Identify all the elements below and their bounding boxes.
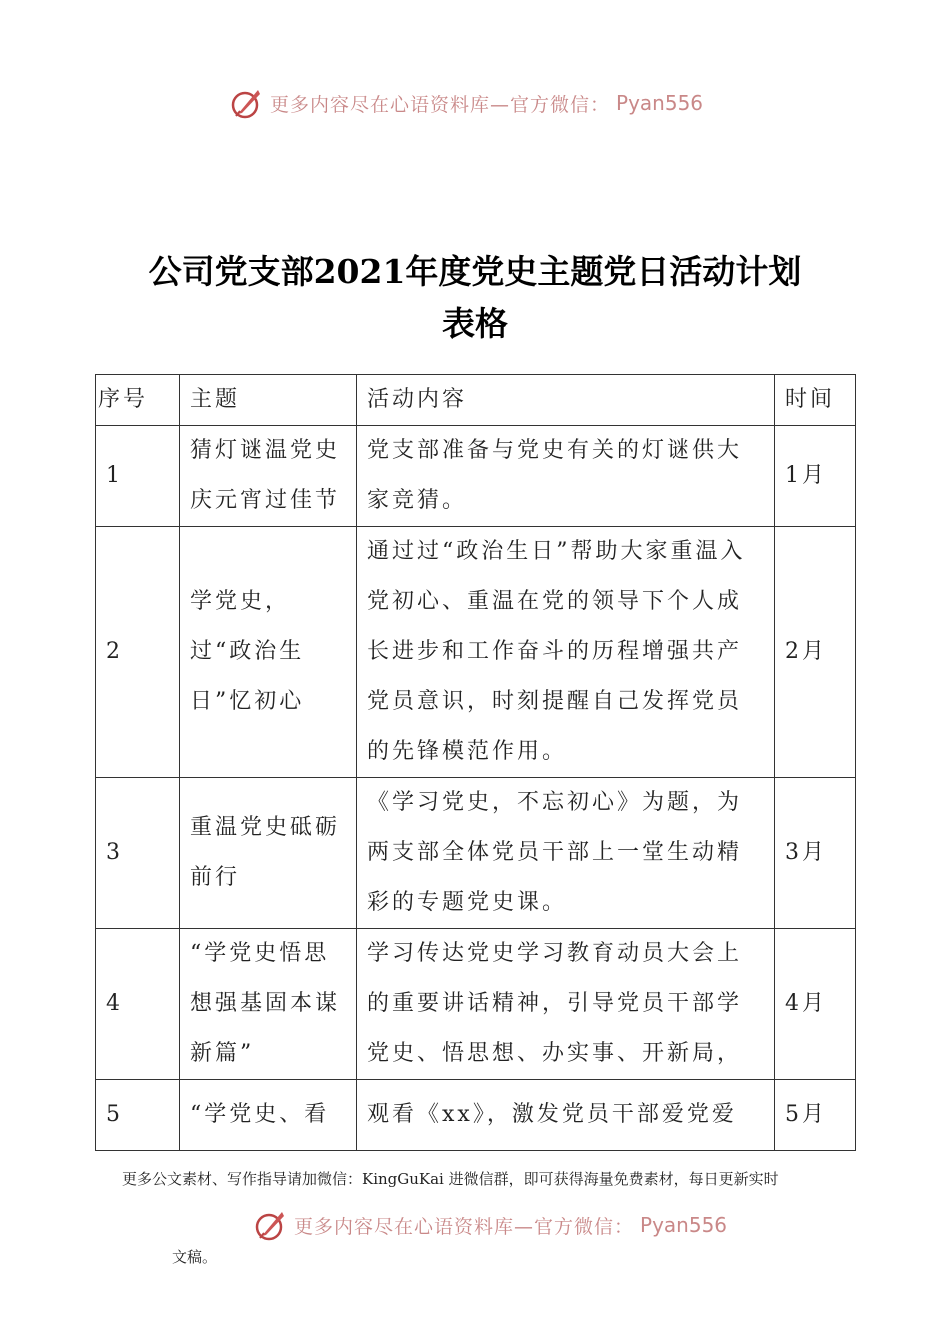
row-time: 3月 xyxy=(775,778,856,929)
row-index: 3 xyxy=(96,778,180,929)
quill-logo-icon xyxy=(254,1208,288,1242)
document-title xyxy=(95,246,855,350)
header-time: 时间 xyxy=(775,375,856,426)
table-row xyxy=(96,929,856,1080)
row-index: 5 xyxy=(96,1080,180,1151)
watermark-text: 更多内容尽在心语资料库—官方微信： xyxy=(270,93,611,116)
activity-plan-table xyxy=(95,374,856,1151)
row-index: 4 xyxy=(96,929,180,1080)
table-header-row xyxy=(96,375,856,426)
title-line-1: 公司党支部2021年度党史主题党日活动计划 xyxy=(148,252,802,291)
header-topic: 主题 xyxy=(180,375,357,426)
row-content: 党支部准备与党史有关的灯谜供大家竞猜。 xyxy=(357,426,775,527)
table-row xyxy=(96,778,856,929)
header-content: 活动内容 xyxy=(357,375,775,426)
row-time: 5月 xyxy=(775,1080,856,1151)
row-content: 《学习党史，不忘初心》为题，为两支部全体党员干部上一堂生动精彩的专题党史课。 xyxy=(357,778,775,929)
row-content: 学习传达党史学习教育动员大会上的重要讲话精神，引导党员干部学党史、悟思想、办实事、开新局， xyxy=(357,929,775,1080)
quill-logo-icon xyxy=(230,86,264,120)
table-row xyxy=(96,1080,856,1151)
watermark-bottom xyxy=(254,1208,727,1242)
row-index: 2 xyxy=(96,527,180,778)
row-topic: 猜灯谜温党史庆元宵过佳节 xyxy=(180,426,357,527)
watermark-text: 更多内容尽在心语资料库—官方微信： xyxy=(294,1215,635,1238)
row-topic: “学党史悟思想强基固本谋新篇” xyxy=(180,929,357,1080)
row-time: 4月 xyxy=(775,929,856,1080)
header-index: 序号 xyxy=(96,375,180,426)
row-topic: “学党史、看 xyxy=(180,1080,357,1151)
row-content: 通过过“政治生日”帮助大家重温入党初心、重温在党的领导下个人成长进步和工作奋斗的历程增强共产党员意识，时刻提醒自己发挥党员的先锋模范作用。 xyxy=(357,527,775,778)
row-time: 2月 xyxy=(775,527,856,778)
footer-note-continued: 文稿。 xyxy=(172,1248,218,1266)
watermark-top xyxy=(230,86,703,120)
table-row xyxy=(96,527,856,778)
row-topic: 学党史，过“政治生日”忆初心 xyxy=(180,527,357,778)
watermark-account: Pyan556 xyxy=(616,91,704,115)
row-topic: 重温党史砥砺前行 xyxy=(180,778,357,929)
footer-note: 更多公文素材、写作指导请加微信：KingGuKai 进微信群，即可获得海量免费素材，每日更新实时 xyxy=(122,1170,779,1188)
title-line-2: 表格 xyxy=(442,304,508,343)
row-content: 观看《xx》，激发党员干部爱党爱 xyxy=(357,1080,775,1151)
row-time: 1月 xyxy=(775,426,856,527)
watermark-account: Pyan556 xyxy=(640,1213,728,1237)
row-index: 1 xyxy=(96,426,180,527)
table-row xyxy=(96,426,856,527)
